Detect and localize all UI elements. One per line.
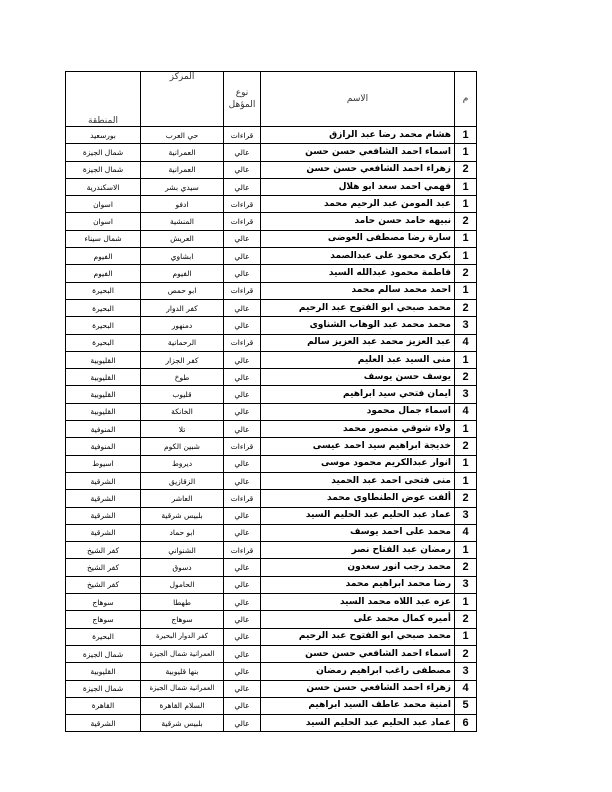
- row-center: طوخ: [141, 369, 224, 386]
- row-center: سوهاج: [141, 611, 224, 628]
- row-region: الاسكندرية: [66, 178, 141, 195]
- row-index: 5: [455, 697, 477, 714]
- row-center: كفر الدوار البحيرة: [141, 628, 224, 645]
- row-qualification: عالي: [224, 455, 261, 472]
- row-qualification: عالي: [224, 507, 261, 524]
- row-index: 3: [455, 576, 477, 593]
- row-index: 2: [455, 559, 477, 576]
- row-index: 4: [455, 524, 477, 541]
- row-index: 2: [455, 265, 477, 282]
- row-center: قليوب: [141, 386, 224, 403]
- row-qualification: قراءات: [224, 542, 261, 559]
- row-center: الرحمانية: [141, 334, 224, 351]
- row-center: كفر الجزار: [141, 351, 224, 368]
- table-row: [66, 594, 477, 611]
- row-region: كفر الشيخ: [66, 542, 141, 559]
- row-center: شبين الكوم: [141, 438, 224, 455]
- row-center: تلا: [141, 421, 224, 438]
- row-center: العمرانية: [141, 144, 224, 161]
- row-qualification: قراءات: [224, 438, 261, 455]
- row-name: محمد على احمد يوسف: [261, 524, 455, 541]
- row-center: بلبيس شرقية: [141, 507, 224, 524]
- row-region: اسيوط: [66, 455, 141, 472]
- table-row: [66, 559, 477, 576]
- row-qualification: عالي: [224, 161, 261, 178]
- row-index: 6: [455, 715, 477, 732]
- row-name: عزه عبد اللاه محمد السيد: [261, 594, 455, 611]
- table-row: [66, 196, 477, 213]
- row-name: عبد المومن عبد الرحيم محمد: [261, 196, 455, 213]
- row-region: القاهرة: [66, 697, 141, 714]
- row-index: 1: [455, 248, 477, 265]
- row-region: سوهاج: [66, 611, 141, 628]
- row-region: الشرقية: [66, 472, 141, 489]
- row-name: اسماء احمد الشافعي حسن حسن: [261, 144, 455, 161]
- row-center: السلام القاهرة: [141, 697, 224, 714]
- row-center: الشنواني: [141, 542, 224, 559]
- row-qualification: عالي: [224, 230, 261, 247]
- row-index: 2: [455, 645, 477, 662]
- row-region: كفر الشيخ: [66, 559, 141, 576]
- row-qualification: عالي: [224, 663, 261, 680]
- row-qualification: عالي: [224, 403, 261, 420]
- row-index: 2: [455, 213, 477, 230]
- table-row: [66, 663, 477, 680]
- row-name: ايمان فتحي سيد ابراهيم: [261, 386, 455, 403]
- table-row: [66, 265, 477, 282]
- header-center: المركز: [141, 72, 224, 127]
- row-region: الشرقية: [66, 524, 141, 541]
- table-row: [66, 230, 477, 247]
- row-name: محمد صبحي ابو الفتوح عبد الرحيم: [261, 299, 455, 316]
- row-index: 2: [455, 611, 477, 628]
- row-qualification: عالي: [224, 715, 261, 732]
- row-center: كفر الدوار: [141, 299, 224, 316]
- row-index: 2: [455, 490, 477, 507]
- row-index: 1: [455, 178, 477, 195]
- row-index: 1: [455, 230, 477, 247]
- row-name: اسماء جمال محمود: [261, 403, 455, 420]
- row-region: كفر الشيخ: [66, 576, 141, 593]
- row-index: 4: [455, 334, 477, 351]
- row-region: المنوفية: [66, 438, 141, 455]
- table-row: [66, 628, 477, 645]
- row-region: بورسعيد: [66, 127, 141, 144]
- row-region: اسوان: [66, 196, 141, 213]
- row-index: 2: [455, 438, 477, 455]
- header-index: م: [455, 72, 477, 127]
- row-qualification: عالي: [224, 628, 261, 645]
- row-name: خديجة ابراهيم سيد احمد عيسى: [261, 438, 455, 455]
- table-row: [66, 715, 477, 732]
- table-row: [66, 542, 477, 559]
- table-row: [66, 421, 477, 438]
- row-qualification: عالي: [224, 559, 261, 576]
- row-center: بنها قليوبية: [141, 663, 224, 680]
- table-row: [66, 351, 477, 368]
- table-row: [66, 403, 477, 420]
- row-qualification: عالي: [224, 611, 261, 628]
- row-center: المنشية: [141, 213, 224, 230]
- row-index: 1: [455, 196, 477, 213]
- row-index: 1: [455, 594, 477, 611]
- row-center: ديروط: [141, 455, 224, 472]
- row-name: ولاء شوقي منصور محمد: [261, 421, 455, 438]
- row-qualification: عالي: [224, 144, 261, 161]
- row-center: ابو حمص: [141, 282, 224, 299]
- row-index: 3: [455, 663, 477, 680]
- row-qualification: عالي: [224, 369, 261, 386]
- row-region: الشرقية: [66, 490, 141, 507]
- row-name: بكرى محمود على عبدالصمد: [261, 248, 455, 265]
- row-index: 3: [455, 507, 477, 524]
- table-row: [66, 680, 477, 697]
- row-center: ابشاوي: [141, 248, 224, 265]
- row-center: الزقازيق: [141, 472, 224, 489]
- row-index: 1: [455, 542, 477, 559]
- table-row: [66, 455, 477, 472]
- table-row: [66, 576, 477, 593]
- row-index: 1: [455, 144, 477, 161]
- row-name: انوار عبدالكريم محمود موسى: [261, 455, 455, 472]
- row-qualification: عالي: [224, 421, 261, 438]
- row-index: 2: [455, 369, 477, 386]
- row-name: عبد العزيز محمد عبد العزيز سالم: [261, 334, 455, 351]
- row-index: 1: [455, 628, 477, 645]
- row-name: محمد محمد عبد الوهاب الشناوى: [261, 317, 455, 334]
- table-body: [66, 127, 477, 732]
- table-header: [66, 72, 477, 127]
- table-row: [66, 369, 477, 386]
- row-region: شمال سيناء: [66, 230, 141, 247]
- row-qualification: قراءات: [224, 127, 261, 144]
- row-name: أميره كمال محمد على: [261, 611, 455, 628]
- row-qualification: عالي: [224, 594, 261, 611]
- row-center: طهطا: [141, 594, 224, 611]
- row-qualification: عالي: [224, 299, 261, 316]
- row-qualification: عالي: [224, 697, 261, 714]
- row-region: القليوبية: [66, 386, 141, 403]
- row-name: نبيهه حامد حسن حامد: [261, 213, 455, 230]
- row-center: ابو حماد: [141, 524, 224, 541]
- row-region: البحيرة: [66, 317, 141, 334]
- row-index: 2: [455, 299, 477, 316]
- row-name: محمد صبحي ابو الفتوح عبد الرحيم: [261, 628, 455, 645]
- row-center: سيدي بشر: [141, 178, 224, 195]
- row-region: القليوبية: [66, 403, 141, 420]
- header-row: [66, 72, 477, 127]
- row-center: العمرانية: [141, 161, 224, 178]
- table-row: [66, 697, 477, 714]
- table-row: [66, 611, 477, 628]
- row-name: رضا محمد ابراهيم محمد: [261, 576, 455, 593]
- row-center: ادفو: [141, 196, 224, 213]
- row-qualification: قراءات: [224, 282, 261, 299]
- row-index: 1: [455, 282, 477, 299]
- row-qualification: عالي: [224, 386, 261, 403]
- header-qualification: نوع المؤهل: [224, 72, 261, 127]
- table-row: [66, 438, 477, 455]
- row-qualification: عالي: [224, 265, 261, 282]
- row-qualification: عالي: [224, 524, 261, 541]
- row-name: زهراء احمد الشافعي حسن حسن: [261, 161, 455, 178]
- row-name: احمد محمد سالم محمد: [261, 282, 455, 299]
- row-name: يوسف حسن يوسف: [261, 369, 455, 386]
- row-name: رمضان عبد الفتاح نصر: [261, 542, 455, 559]
- row-region: الشرقية: [66, 715, 141, 732]
- roster-table: [65, 71, 477, 732]
- row-name: فهمي احمد سعد ابو هلال: [261, 178, 455, 195]
- table-row: [66, 213, 477, 230]
- row-region: الفيوم: [66, 265, 141, 282]
- row-index: 4: [455, 403, 477, 420]
- table-row: [66, 472, 477, 489]
- row-region: البحيرة: [66, 282, 141, 299]
- row-index: 1: [455, 472, 477, 489]
- row-region: اسوان: [66, 213, 141, 230]
- row-name: زهراء احمد الشافعي حسن حسن: [261, 680, 455, 697]
- table-row: [66, 490, 477, 507]
- row-region: المنوفية: [66, 421, 141, 438]
- row-region: الشرقية: [66, 507, 141, 524]
- row-name: اسماء احمد الشافعي حسن حسن: [261, 645, 455, 662]
- row-region: شمال الجيزة: [66, 645, 141, 662]
- row-center: الخانكة: [141, 403, 224, 420]
- row-qualification: قراءات: [224, 196, 261, 213]
- header-name: الاسم: [261, 72, 455, 127]
- row-center: حي العرب: [141, 127, 224, 144]
- row-region: البحيرة: [66, 628, 141, 645]
- table-row: [66, 178, 477, 195]
- row-region: القليوبية: [66, 351, 141, 368]
- row-region: الفيوم: [66, 248, 141, 265]
- row-region: شمال الجيزة: [66, 680, 141, 697]
- table-row: [66, 144, 477, 161]
- row-region: القليوبية: [66, 663, 141, 680]
- row-center: دسوق: [141, 559, 224, 576]
- row-name: منى فتحى احمد عبد الحميد: [261, 472, 455, 489]
- row-region: القليوبية: [66, 369, 141, 386]
- row-name: امنية محمد عاطف السيد ابراهيم: [261, 697, 455, 714]
- row-name: منى السيد عبد العليم: [261, 351, 455, 368]
- row-region: البحيرة: [66, 334, 141, 351]
- row-index: 3: [455, 317, 477, 334]
- row-index: 1: [455, 455, 477, 472]
- row-index: 4: [455, 680, 477, 697]
- table-row: [66, 386, 477, 403]
- row-qualification: عالي: [224, 645, 261, 662]
- row-qualification: عالي: [224, 472, 261, 489]
- row-index: 1: [455, 127, 477, 144]
- row-name: فاطمة محمود عبدالله السيد: [261, 265, 455, 282]
- row-region: شمال الجيزة: [66, 161, 141, 178]
- table-row: [66, 161, 477, 178]
- row-qualification: قراءات: [224, 490, 261, 507]
- table-row: [66, 248, 477, 265]
- row-name: عماد عبد الحليم عبد الحليم السيد: [261, 507, 455, 524]
- row-qualification: قراءات: [224, 213, 261, 230]
- row-center: بلبيس شرقية: [141, 715, 224, 732]
- table-row: [66, 645, 477, 662]
- table-row: [66, 299, 477, 316]
- row-center: دمنهور: [141, 317, 224, 334]
- table-row: [66, 507, 477, 524]
- row-name: محمد رجب انور سعدون: [261, 559, 455, 576]
- row-name: هشام محمد رضا عبد الرازق: [261, 127, 455, 144]
- row-region: شمال الجيزة: [66, 144, 141, 161]
- row-qualification: عالي: [224, 351, 261, 368]
- table-row: [66, 127, 477, 144]
- row-qualification: عالي: [224, 680, 261, 697]
- row-center: العريش: [141, 230, 224, 247]
- row-index: 2: [455, 161, 477, 178]
- table-row: [66, 334, 477, 351]
- row-center: العاشر: [141, 490, 224, 507]
- table-row: [66, 282, 477, 299]
- row-qualification: عالي: [224, 178, 261, 195]
- row-name: عماد عبد الحليم عبد الحليم السيد: [261, 715, 455, 732]
- row-qualification: قراءات: [224, 334, 261, 351]
- table-row: [66, 317, 477, 334]
- row-qualification: عالي: [224, 317, 261, 334]
- row-center: الفيوم: [141, 265, 224, 282]
- row-qualification: عالي: [224, 248, 261, 265]
- row-index: 1: [455, 351, 477, 368]
- row-center: العمرانية شمال الجيزة: [141, 645, 224, 662]
- row-index: 1: [455, 421, 477, 438]
- row-qualification: عالي: [224, 576, 261, 593]
- row-center: العمرانية شمال الجيزة: [141, 680, 224, 697]
- table-row: [66, 524, 477, 541]
- row-name: ألفت عوض الطنطاوى محمد: [261, 490, 455, 507]
- row-center: الحامول: [141, 576, 224, 593]
- row-name: سارة رضا مصطفى العوضى: [261, 230, 455, 247]
- row-region: سوهاج: [66, 594, 141, 611]
- row-region: البحيرة: [66, 299, 141, 316]
- row-index: 3: [455, 386, 477, 403]
- header-region: المنطقة: [66, 72, 141, 127]
- row-name: مصطفى راغب ابراهيم رمضان: [261, 663, 455, 680]
